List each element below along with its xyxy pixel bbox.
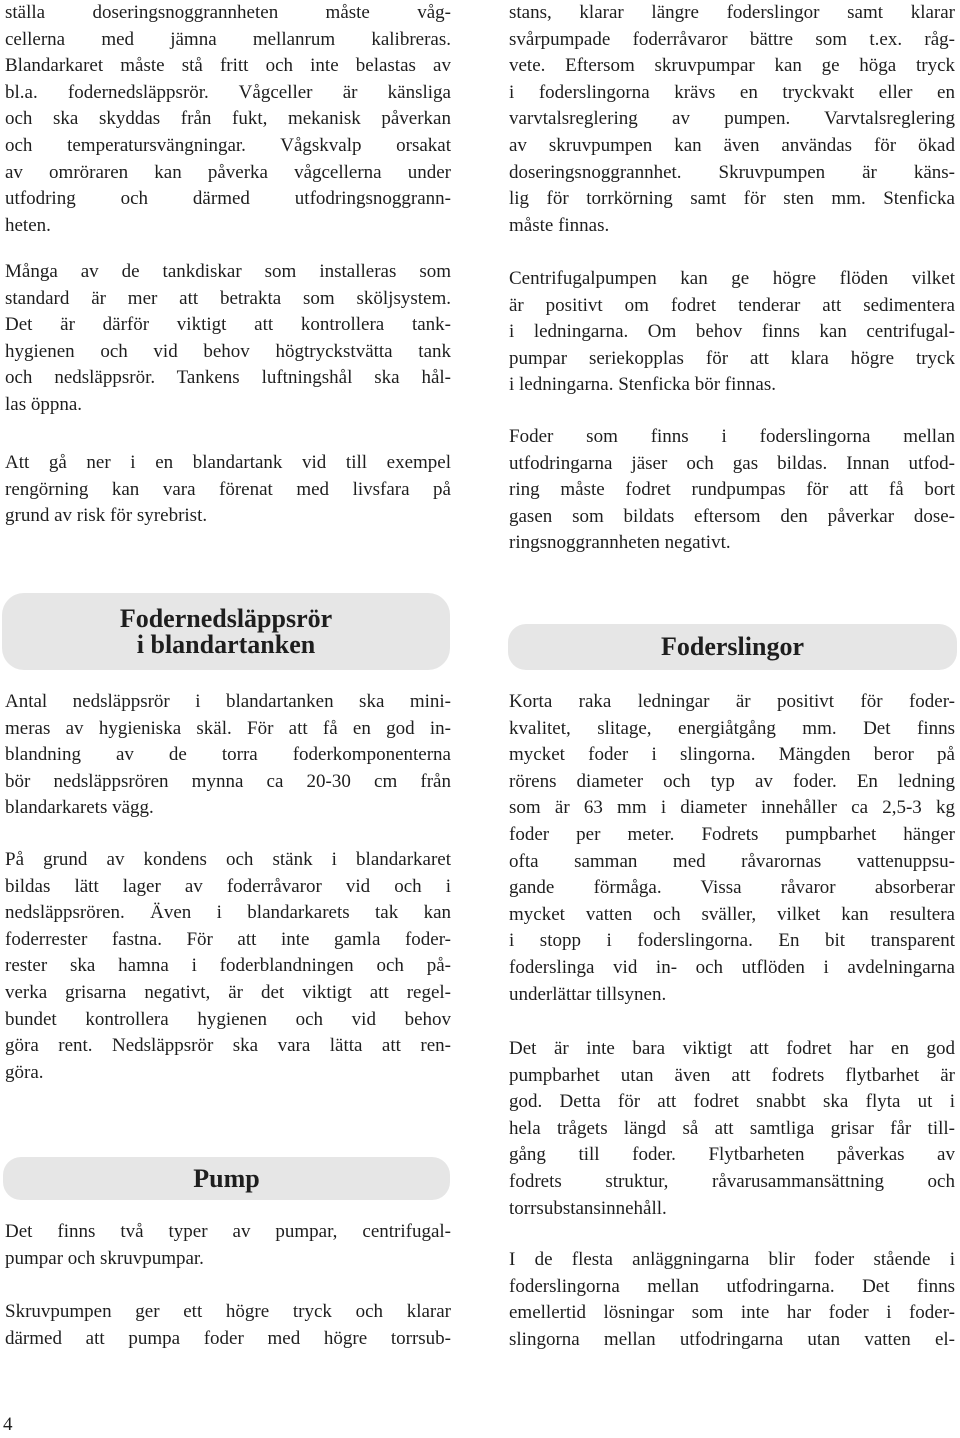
text-line: Foder som finns i foderslingorna mellan [509,426,955,447]
text-line: pumpar och skruvpumpar. [5,1247,204,1269]
text-line: i ledningarna. Stenficka bör finnas. [509,374,776,396]
text-line: och temperatursvängningar. Vågskvalp orsakat [5,134,451,156]
text-line: gång till foder. Flytbarheten påverkas av [509,1144,955,1166]
text-line: fodrets struktur, råvarusammansättning och [509,1170,955,1192]
section-heading-foderslingor [508,624,957,670]
text-line: Antal nedsläppsrör i blandartanken ska mini- [5,691,451,712]
text-line: bör nedsläppsrören mynna ca 20-30 cm från [5,770,451,792]
text-line: nedsläppsrören. Även i blandarkarets tak kan [5,902,451,924]
text-line: utfodringarna jäser och gas bildas. Innan utfod- [509,452,955,474]
text-line: av skruvpumpen kan även användas för ökad [509,134,955,156]
text-line: grund av risk för syrebrist. [5,505,208,527]
text-line: god. Detta för att fodret snabbt ska flyta ut i [509,1091,955,1113]
text-line: foderslinga vid in- och utflöden i avdelningarna [509,956,955,978]
text-line: rengörning kan vara förenat med livsfara på [5,478,451,500]
text-line: utfodring och därmed utfodringsnoggrann- [5,188,451,210]
paragraph-centrifugalpumpen [509,266,955,399]
section-heading-line: Fodernedsläppsrör [119,603,333,633]
text-line: göra rent. Nedsläppsrör ska vara lätta att ren- [5,1035,451,1057]
text-line: mycket foder i slingorna. Mängden beror på [509,744,955,766]
text-line: rörens diameter och typ av foder. En ledning [509,770,955,792]
paragraph-gasbildning [509,424,955,557]
text-line: Det är därför viktigt att kontrollera tank- [5,314,451,336]
text-line: hela trågets längd så att samtliga grisar får till- [509,1117,955,1139]
section-heading-pump [3,1157,450,1200]
text-line: göra. [5,1061,44,1083]
text-line: verka grisarna negativt, är det viktigt att regel- [5,981,451,1003]
text-line: rester ska hamna i foderblandningen och på- [5,955,451,977]
text-line: meras av hygieniska skäl. För att få en god in- [5,717,451,739]
text-line: Korta raka ledningar är positivt för foder- [509,691,955,712]
left-column [5,0,451,1438]
paragraph-korta-ledningar [509,689,955,1008]
text-line: foderrester fastna. För att inte gamla foder- [5,928,451,950]
text-line: mycket vatten och sväller, vilket kan resultera [509,903,955,925]
section-heading-line: Foderslingor [661,632,804,661]
text-line: blandning av de torra foderkomponenterna [5,744,451,766]
text-line: underlättar tillsynen. [509,983,667,1005]
section-heading-line: Pump [193,1163,260,1193]
text-line: är positivt om fodret tenderar att sedimentera [509,294,955,316]
text-line: i ledningarna. Om behov finns kan centrifugal- [509,321,955,343]
text-line: därmed att pumpa foder med högre torrsub- [5,1327,451,1349]
text-line: Det finns två typer av pumpar, centrifugal- [5,1221,451,1242]
right-column [509,0,955,1438]
text-line: Det är inte bara viktigt att fodret har en god [509,1038,955,1059]
section-heading-line: i blandartanken [136,629,316,659]
text-line: ringsnoggrannheten negativt. [509,532,731,554]
text-line: ställa doseringsnoggrannheten måste våg- [5,2,451,23]
paragraph-pumptyper [5,1219,451,1272]
text-line: foder per meter. Fodrets pumpbarhet hänger [509,823,955,845]
section-heading-fodernedslappsror [2,593,450,670]
text-line: bundet kontrollera hygienen och vid behov [5,1008,451,1030]
text-line: som är 63 mm i diameter innehåller ca 2,5-3 kg [509,797,955,819]
text-line: och nedsläppsrör. Tankens luftningshål ska hål- [5,367,451,389]
text-line: varvtalsreglering av pumpen. Varvtalsreglering [509,108,955,130]
paragraph-tankdiskar [5,259,451,419]
text-line: hygienen och vid behov högtryckstvätta tank [5,340,451,362]
text-line: emellertid lösningar som inte har foder i foder- [509,1302,955,1324]
text-line: stans, klarar längre foderslingor samt klarar [509,2,955,23]
paragraph-syrebrist [5,450,451,530]
text-line: heten. [5,214,51,236]
text-line: pumpar seriekopplas för att klara högre tryck [509,347,955,369]
text-line: torrsubstansinnehåll. [509,1197,667,1219]
text-line: cellerna med jämna mellanrum kalibreras. [5,28,451,50]
text-line: bildas lätt lager av foderråvaror vid och i [5,875,451,897]
text-line: standard är mer att betrakta som sköljsystem. [5,287,451,309]
text-line: i stopp i foderslingorna. En bit transparent [509,930,955,952]
text-line: i foderslingorna krävs en tryckvakt eller en [509,81,955,103]
text-line: doseringsnoggrannhet. Skruvpumpen är käns- [509,161,955,183]
text-line: svårpumpade foderråvaror bättre som t.ex. råg- [509,28,955,50]
paragraph-flytbarhet [509,1036,955,1222]
paragraph-antal-nedslappsror [5,689,451,822]
text-line: På grund av kondens och stänk i blandarkaret [5,849,451,870]
text-line: måste finnas. [509,214,610,236]
paragraph-kondens [5,847,451,1086]
text-line: pumpbarhet utan även att fodrets flytbarhet är [509,1064,955,1086]
text-line: ofta samman med råvarornas vattenuppsu- [509,850,955,872]
text-line: Blandarkaret måste stå fritt och inte belastas av [5,55,451,77]
paragraph-staende-foder [509,1247,955,1353]
paragraph-dosering [5,0,451,239]
text-line: av omröraren kan påverka vågcellerna under [5,161,451,183]
text-line: las öppna. [5,393,83,415]
text-line: Att gå ner i en blandartank vid till exempel [5,452,451,473]
text-line: kvalitet, slitage, energiåtgång mm. Det finns [509,717,955,739]
text-line: I de flesta anläggningarna blir foder stående i [509,1249,955,1270]
text-line: lig för torrkörning samt för sten mm. Stenficka [509,188,955,210]
text-line: vete. Eftersom skruvpumpar kan ge höga tryck [509,55,955,77]
text-line: och ska skyddas från fukt, mekanisk påverkan [5,108,451,130]
text-line: Centrifugalpumpen kan ge högre flöden vilket [509,268,955,289]
text-line: blandarkarets vägg. [5,797,154,819]
text-line: ring måste fodret rundpumpas för att få bort [509,479,955,501]
text-line: gasen som bildats eftersom den påverkar dose- [509,505,955,527]
paragraph-skruvpumpen [5,1299,451,1352]
paragraph-skruvpump-fortsattning [509,0,955,239]
text-line: foderslingorna mellan utfodringarna. Det finns [509,1275,955,1297]
text-line: Många av de tankdiskar som installeras som [5,261,451,282]
text-line: gande förmåga. Vissa råvaror absorberar [509,877,955,899]
page-number: 4 [3,1414,13,1435]
text-line: bl.a. fodernedsläppsrör. Vågceller är känsliga [5,81,451,103]
text-line: slingorna mellan utfodringarna utan vatten el- [509,1328,955,1350]
text-line: Skruvpumpen ger ett högre tryck och klarar [5,1301,451,1322]
